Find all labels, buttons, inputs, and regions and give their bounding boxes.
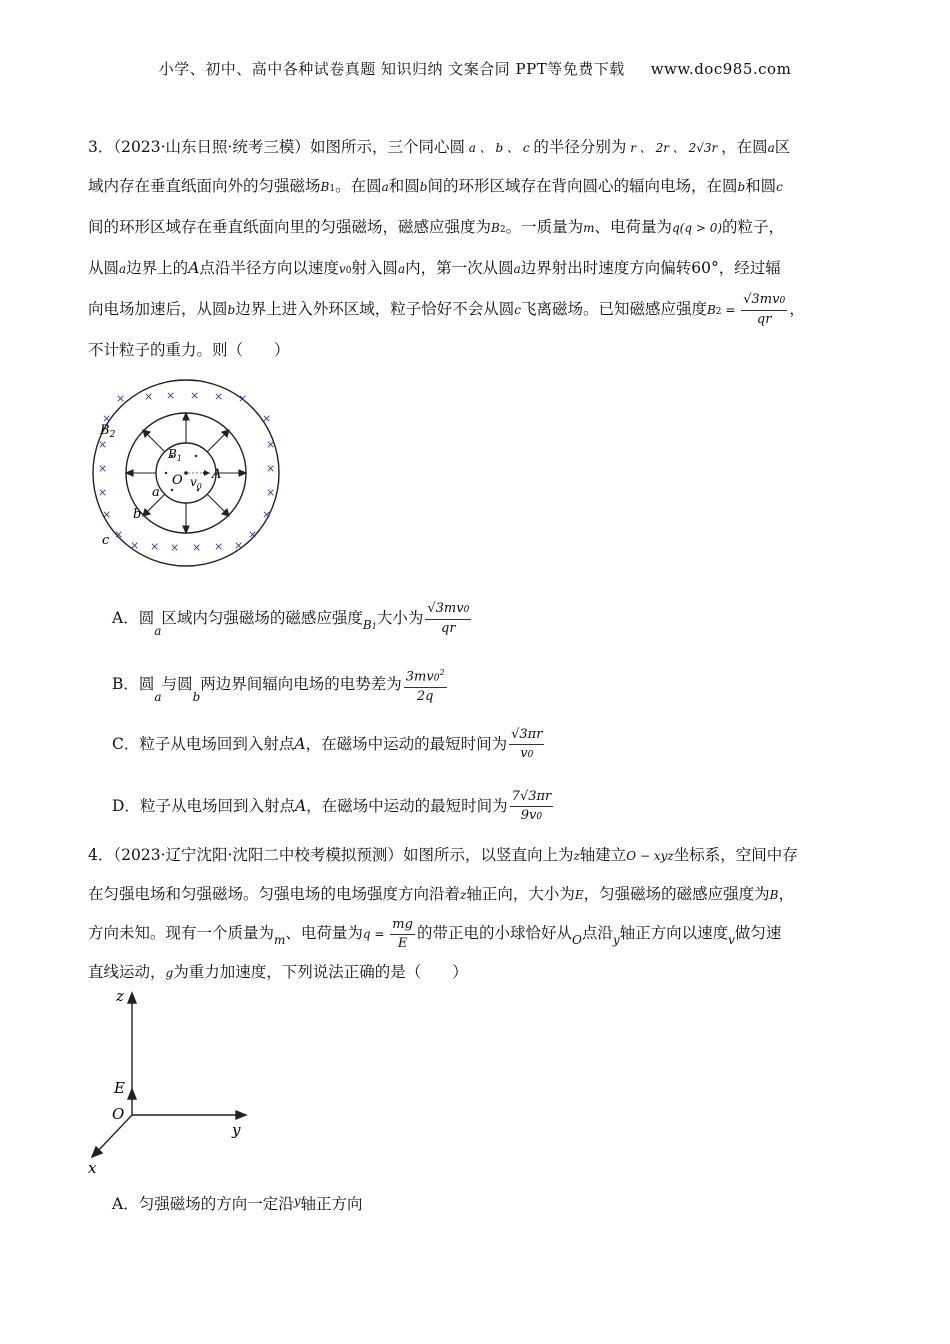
label-z: z — [116, 987, 124, 1005]
page-header — [0, 58, 950, 79]
svg-text:×: × — [144, 390, 154, 403]
svg-text:×: × — [102, 412, 112, 425]
q3-line-6: 不计粒子的重力。则（ ） — [88, 341, 290, 359]
concentric-circles-figure — [86, 378, 286, 578]
label-O: O — [112, 1105, 125, 1123]
svg-text:×: × — [130, 539, 140, 552]
svg-text:×: × — [266, 438, 276, 451]
svg-text:×: × — [114, 528, 124, 541]
label-B2: $B_2$ — [100, 423, 116, 440]
svg-text:×: × — [190, 389, 200, 402]
q4-line-4: 直线运动，g为重力加速度，下列说法正确的是（ ） — [88, 963, 468, 981]
v0-arrowhead — [204, 470, 210, 476]
svg-text:×: × — [266, 462, 276, 475]
label-b: b — [133, 507, 142, 522]
svg-text:×: × — [266, 486, 276, 499]
svg-text:×: × — [214, 540, 224, 553]
svg-text:×: × — [98, 486, 108, 499]
q3-option-A[interactable]: A．圆$_a$区域内匀强磁场的磁感应强度$_{B1}$大小为 $\frac{√3mv0}{qr}$ — [112, 601, 470, 638]
header-site[interactable]: www.doc985.com — [650, 60, 792, 78]
q4-option-A[interactable]: A．匀强磁场的方向一定沿$^y$轴正方向 — [112, 1194, 363, 1213]
q4-line-2: 在匀强电场和匀强磁场。匀强电场的电场强度方向沿着z轴正向，大小为E，匀强磁场的磁感应强度为B， — [88, 885, 794, 903]
label-E: E — [114, 1079, 125, 1097]
label-y: y — [232, 1121, 241, 1139]
q4-line-1: 4．（2023·辽宁沈阳·沈阳二中校考模拟预测）如图所示，以竖直向上为z轴建立O − xyz坐标系，空间中存 — [88, 846, 798, 864]
label-O: O — [172, 473, 183, 488]
label-a: a — [152, 485, 160, 500]
q3-line-1: 3．（2023·山东日照·统考三模）如图所示，三个同心圆 a 、 b 、 c 的半径分别为 r 、 2r 、 2√3r ，在圆a区 — [88, 138, 791, 156]
label-B1: $B_1$ — [168, 447, 182, 463]
q3-option-C[interactable]: C．粒子从电场回到入射点A，在磁场中运动的最短时间为 $\frac{√3\pi r}{v0}$ — [112, 727, 543, 761]
E-arrowhead — [128, 1089, 136, 1099]
q3-line-5: 向电场加速后，从圆b边界上进入外环区域，粒子恰好不会从圆c飞离磁场。已知磁感应强度B2 = $\frac{√3mv0}{qr}$ ， — [88, 292, 805, 327]
svg-text:×: × — [262, 412, 272, 425]
svg-text:×: × — [248, 528, 258, 541]
label-c: c — [102, 533, 110, 548]
svg-text:×: × — [166, 389, 176, 402]
q4-line-3: 方向未知。现有一个质量为$_m$、电荷量为q = $\frac{mg}{E}$ 的带正电的小球恰好从$_O$点沿$_y$轴正方向以速度$_v$做匀速 — [88, 916, 782, 951]
svg-text:×: × — [214, 390, 224, 403]
label-A: A — [212, 467, 222, 482]
label-x: x — [88, 1159, 97, 1177]
svg-text:×: × — [116, 392, 126, 405]
q3-line-2: 域内存在垂直纸面向外的匀强磁场B1。在圆a和圆b间的环形区域存在背向圆心的辐向电场，在圆b和圆c — [88, 177, 783, 195]
header-text: 小学、初中、高中各种试卷真题 知识归纳 文案合同 PPT等免费下载 — [158, 60, 625, 78]
svg-text:×: × — [262, 508, 272, 521]
center-point — [184, 471, 188, 475]
label-v0: $v_0$ — [190, 475, 202, 491]
svg-text:×: × — [102, 508, 112, 521]
question-3 — [88, 128, 868, 369]
svg-text:×: × — [238, 392, 248, 405]
svg-text:×: × — [234, 539, 244, 552]
q3-line-4: 从圆a边界上的A点沿半径方向以速度v0射入圆a内，第一次从圆a边界射出时速度方向偏转60°，经过辐 — [88, 259, 781, 277]
svg-text:×: × — [192, 541, 202, 554]
svg-text:×: × — [98, 438, 108, 451]
svg-text:×: × — [150, 540, 160, 553]
q3-line-3: 间的环形区域存在垂直纸面向里的匀强磁场，磁感应强度为B2。一质量为m、电荷量为q(q > 0)的粒子， — [88, 218, 785, 236]
axes-figure — [84, 985, 264, 1180]
svg-text:×: × — [98, 462, 108, 475]
q3-option-D[interactable]: D．粒子从电场回到入射点A，在磁场中运动的最短时间为 $\frac{7√3\pi r}{9v0}$ — [112, 789, 552, 823]
svg-text:×: × — [170, 541, 180, 554]
q3-option-B[interactable]: B．圆$_a$与圆$_b$两边界间辐向电场的电势差为 $\frac{3mv0^2}{2q}$ — [112, 664, 449, 706]
question-4 — [88, 836, 868, 992]
